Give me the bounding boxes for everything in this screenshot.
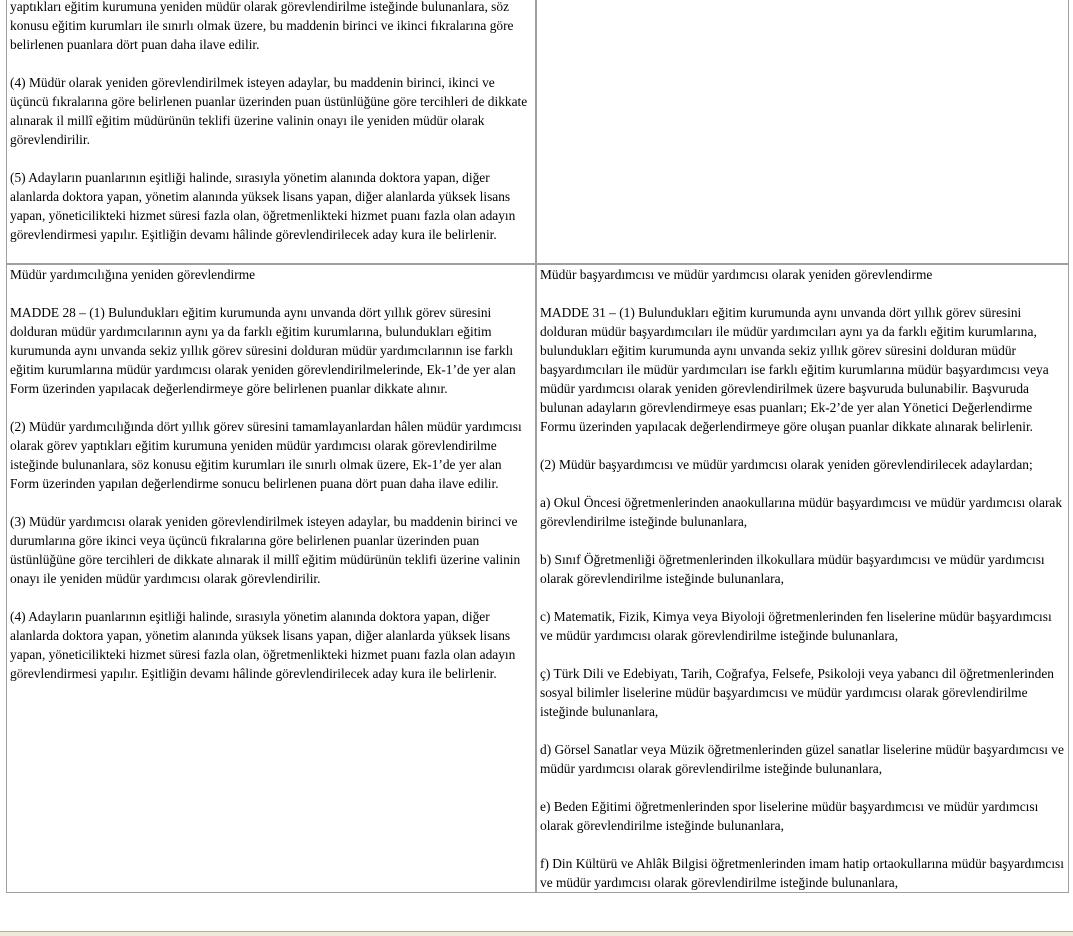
top-left-cell [6, 0, 536, 264]
bottom-right-cell [536, 264, 1069, 893]
bottom-left-cell [6, 264, 536, 893]
list-item: f) Din Kültürü ve Ahlâk Bilgisi öğretmenlerinden imam hatip ortaokullarına müdür başyardımcısı ve müdür yardımcısı olarak görevlendirilme isteğinde bulunanlara, [540, 856, 1064, 890]
paragraph: MADDE 28 – (1) Bulundukları eğitim kurumunda aynı unvanda dört yıllık görev süresini dolduran müdür yardımcılarının aynı ya da farklı eğitim kurumlarına, bulundukları eğitim kurumunda aynı unvanda sekiz yıllık görev süresini dolduran müdür yardımcılarının ise farklı eğitim kurumlarına müdür yardımcısı olarak yeniden görevlendirilmelerinde, Ek-1’de yer alan Form üzerinden yapılacak değerlendirmeye göre belirlenen puanlar dikkate alınır. [10, 305, 516, 396]
list-item: e) Beden Eğitimi öğretmenlerinden spor liselerine müdür başyardımcısı ve müdür yardımcısı olarak görevlendirilme isteğinde bulunanlara, [540, 799, 1039, 833]
paragraph: (5) Adayların puanlarının eşitliği halinde, sırasıyla yönetim alanında doktora yapan, diğer alanlarda doktora yapan, yönetim alanında yüksek lisans yapan, diğer alanlarda yüksek lisans yapan, yöneticilikteki hizmet süresi fazla olan, öğretmenlikteki hizmet puanı fazla olan adayın görevlendirmesi yapılır. Eşitliğin devamı hâlinde görevlendirilecek aday kura ile belirlenir. [10, 170, 516, 242]
paragraph: (4) Müdür olarak yeniden görevlendirilmek isteyen adaylar, bu maddenin birinci, ikinci ve üçüncü fıkralarına göre belirlenen puanlar üzerinden puan üstünlüğüne göre tercihleri de dikkate alınarak il millî eğitim müdürünün teklifi üzerine valinin onayı ile yeniden müdür olarak görevlendirilir. [10, 75, 528, 147]
status-bar [0, 931, 1073, 936]
paragraph: (2) Müdür başyardımcısı ve müdür yardımcısı olarak yeniden görevlendirilecek adaylardan; [540, 457, 1033, 472]
regulation-table [6, 0, 1069, 893]
list-item: c) Matematik, Fizik, Kimya veya Biyoloji öğretmenlerinden fen liselerine müdür başyardımcısı ve müdür yardımcısı olarak görevlendirilme isteğinde bulunanlara, [540, 609, 1052, 643]
paragraph: (4) Adayların puanlarının eşitliği halinde, sırasıyla yönetim alanında doktora yapan, diğer alanlarda doktora yapan, yönetim alanında yüksek lisans yapan, diğer alanlarda yüksek lisans yapan, yöneticilikteki hizmet süresi fazla olan, öğretmenlikteki hizmet puanı fazla olan adayın görevlendirmesi yapılır. Eşitliğin devamı hâlinde görevlendirilecek aday kura ile belirlenir. [10, 609, 516, 681]
section-heading: Müdür yardımcılığına yeniden görevlendirme [10, 267, 256, 282]
paragraph: yaptıkları eğitim kurumuna yeniden müdür olarak görevlendirilme isteğinde bulunanlara, söz konusu eğitim kurumları ile sınırlı olmak üzere, bu maddenin birinci ve ikinci fıkralarına göre belirlenen puanlara dört puan daha ilave edilir. [10, 0, 514, 52]
section-heading: Müdür başyardımcısı ve müdür yardımcısı olarak yeniden görevlendirme [540, 267, 933, 282]
paragraph: (3) Müdür yardımcısı olarak yeniden görevlendirilmek isteyen adaylar, bu maddenin birinci ve durumlarına göre ikinci veya üçüncü fıkralarına göre belirlenen puanlar üzerinden puan üstünlüğüne göre tercihleri de dikkate alınarak il millî eğitim müdürünün teklifi üzerine valinin onayı ile yeniden müdür yardımcısı olarak görevlendirilir. [10, 514, 521, 586]
list-item: ç) Türk Dili ve Edebiyatı, Tarih, Coğrafya, Felsefe, Psikoloji veya yabancı dil öğretmenlerinden sosyal bilimler liselerine müdür başyardımcısı ve müdür yardımcısı olarak görevlendirilme isteğinde bulunanlara, [540, 666, 1054, 719]
list-item: b) Sınıf Öğretmenliği öğretmenlerinden ilkokullara müdür başyardımcısı ve müdür yardımcısı olarak görevlendirilme isteğinde bulunanlara, [540, 552, 1045, 586]
paragraph: MADDE 31 – (1) Bulundukları eğitim kurumunda aynı unvanda dört yıllık görev süresini dolduran müdür başyardımcıları ile müdür yardımcıları aynı ya da farklı eğitim kurumlarına, bulundukları eğitim kurumunda aynı unvanda sekiz yıllık görev süresini dolduran müdür başyardımcıları ile müdür yardımcıları ise farklı eğitim kurumlarına müdür başyardımcısı veya müdür yardımcısı olarak yeniden görevlendirilmek üzere başvuruda bulunabilir. Başvuruda bulunan adayların görevlendirmeye esas puanları; Ek-2’de yer alan Yönetici Değerlendirme Formu üzerinden yapılacak değerlendirmeye göre oluşan puanlar dikkate alınarak belirlenir. [540, 305, 1049, 434]
list-item: d) Görsel Sanatlar veya Müzik öğretmenlerinden güzel sanatlar liselerine müdür başyardımcısı ve müdür yardımcısı olarak görevlendirilme isteğinde bulunanlara, [540, 742, 1064, 776]
top-right-cell [536, 0, 1069, 264]
paragraph: (2) Müdür yardımcılığında dört yıllık görev süresini tamamlayanlardan hâlen müdür yardımcısı olarak görev yaptıkları eğitim kurumuna yeniden müdür yardımcısı olarak görevlendirilme isteğinde bulunanlara, söz konusu eğitim kurumları ile sınırlı olmak üzere, Ek-1’de yer alan Form üzerinden yapılan değerlendirme sonucu belirlenen puana dört puan daha ilave edilir. [10, 419, 522, 491]
list-item: a) Okul Öncesi öğretmenlerinden anaokullarına müdür başyardımcısı ve müdür yardımcısı olarak görevlendirilme isteğinde bulunanlara, [540, 495, 1063, 529]
